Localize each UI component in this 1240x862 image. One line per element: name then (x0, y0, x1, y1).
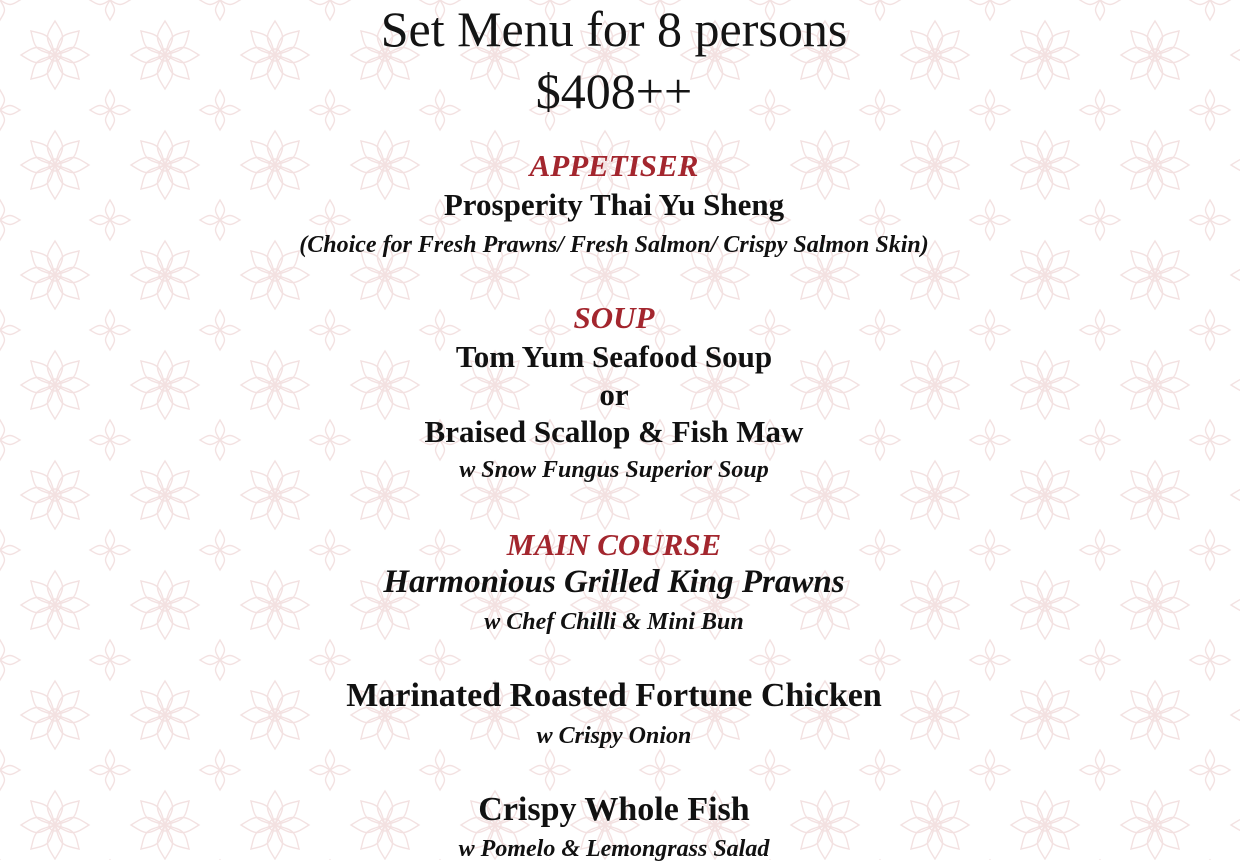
main-course-item-name: Crispy Whole Fish (478, 791, 750, 828)
appetiser-heading: APPETISER (529, 148, 699, 183)
appetiser-note: (Choice for Fresh Prawns/ Fresh Salmon/ Crispy Salmon Skin) (299, 232, 929, 258)
main-course-item-note: w Chef Chilli & Mini Bun (484, 609, 744, 635)
appetiser-dish: Prosperity Thai Yu Sheng (443, 187, 785, 222)
soup-or-label: or (599, 377, 629, 412)
main-course-item-note: w Pomelo & Lemongrass Salad (458, 836, 770, 862)
soup-option-2-note: w Snow Fungus Superior Soup (459, 457, 769, 483)
main-course-item-name: Marinated Roasted Fortune Chicken (346, 677, 882, 714)
main-course-item-note: w Crispy Onion (536, 723, 692, 749)
soup-option-2: Braised Scallop & Fish Maw (424, 414, 804, 449)
main-course-item-name: Harmonious Grilled King Prawns (383, 564, 845, 600)
soup-option-1: Tom Yum Seafood Soup (455, 339, 773, 374)
menu-title: Set Menu for 8 persons (380, 1, 848, 57)
soup-heading: SOUP (573, 300, 655, 335)
main-course-heading: MAIN COURSE (506, 527, 722, 562)
menu-price: $408++ (535, 63, 693, 119)
